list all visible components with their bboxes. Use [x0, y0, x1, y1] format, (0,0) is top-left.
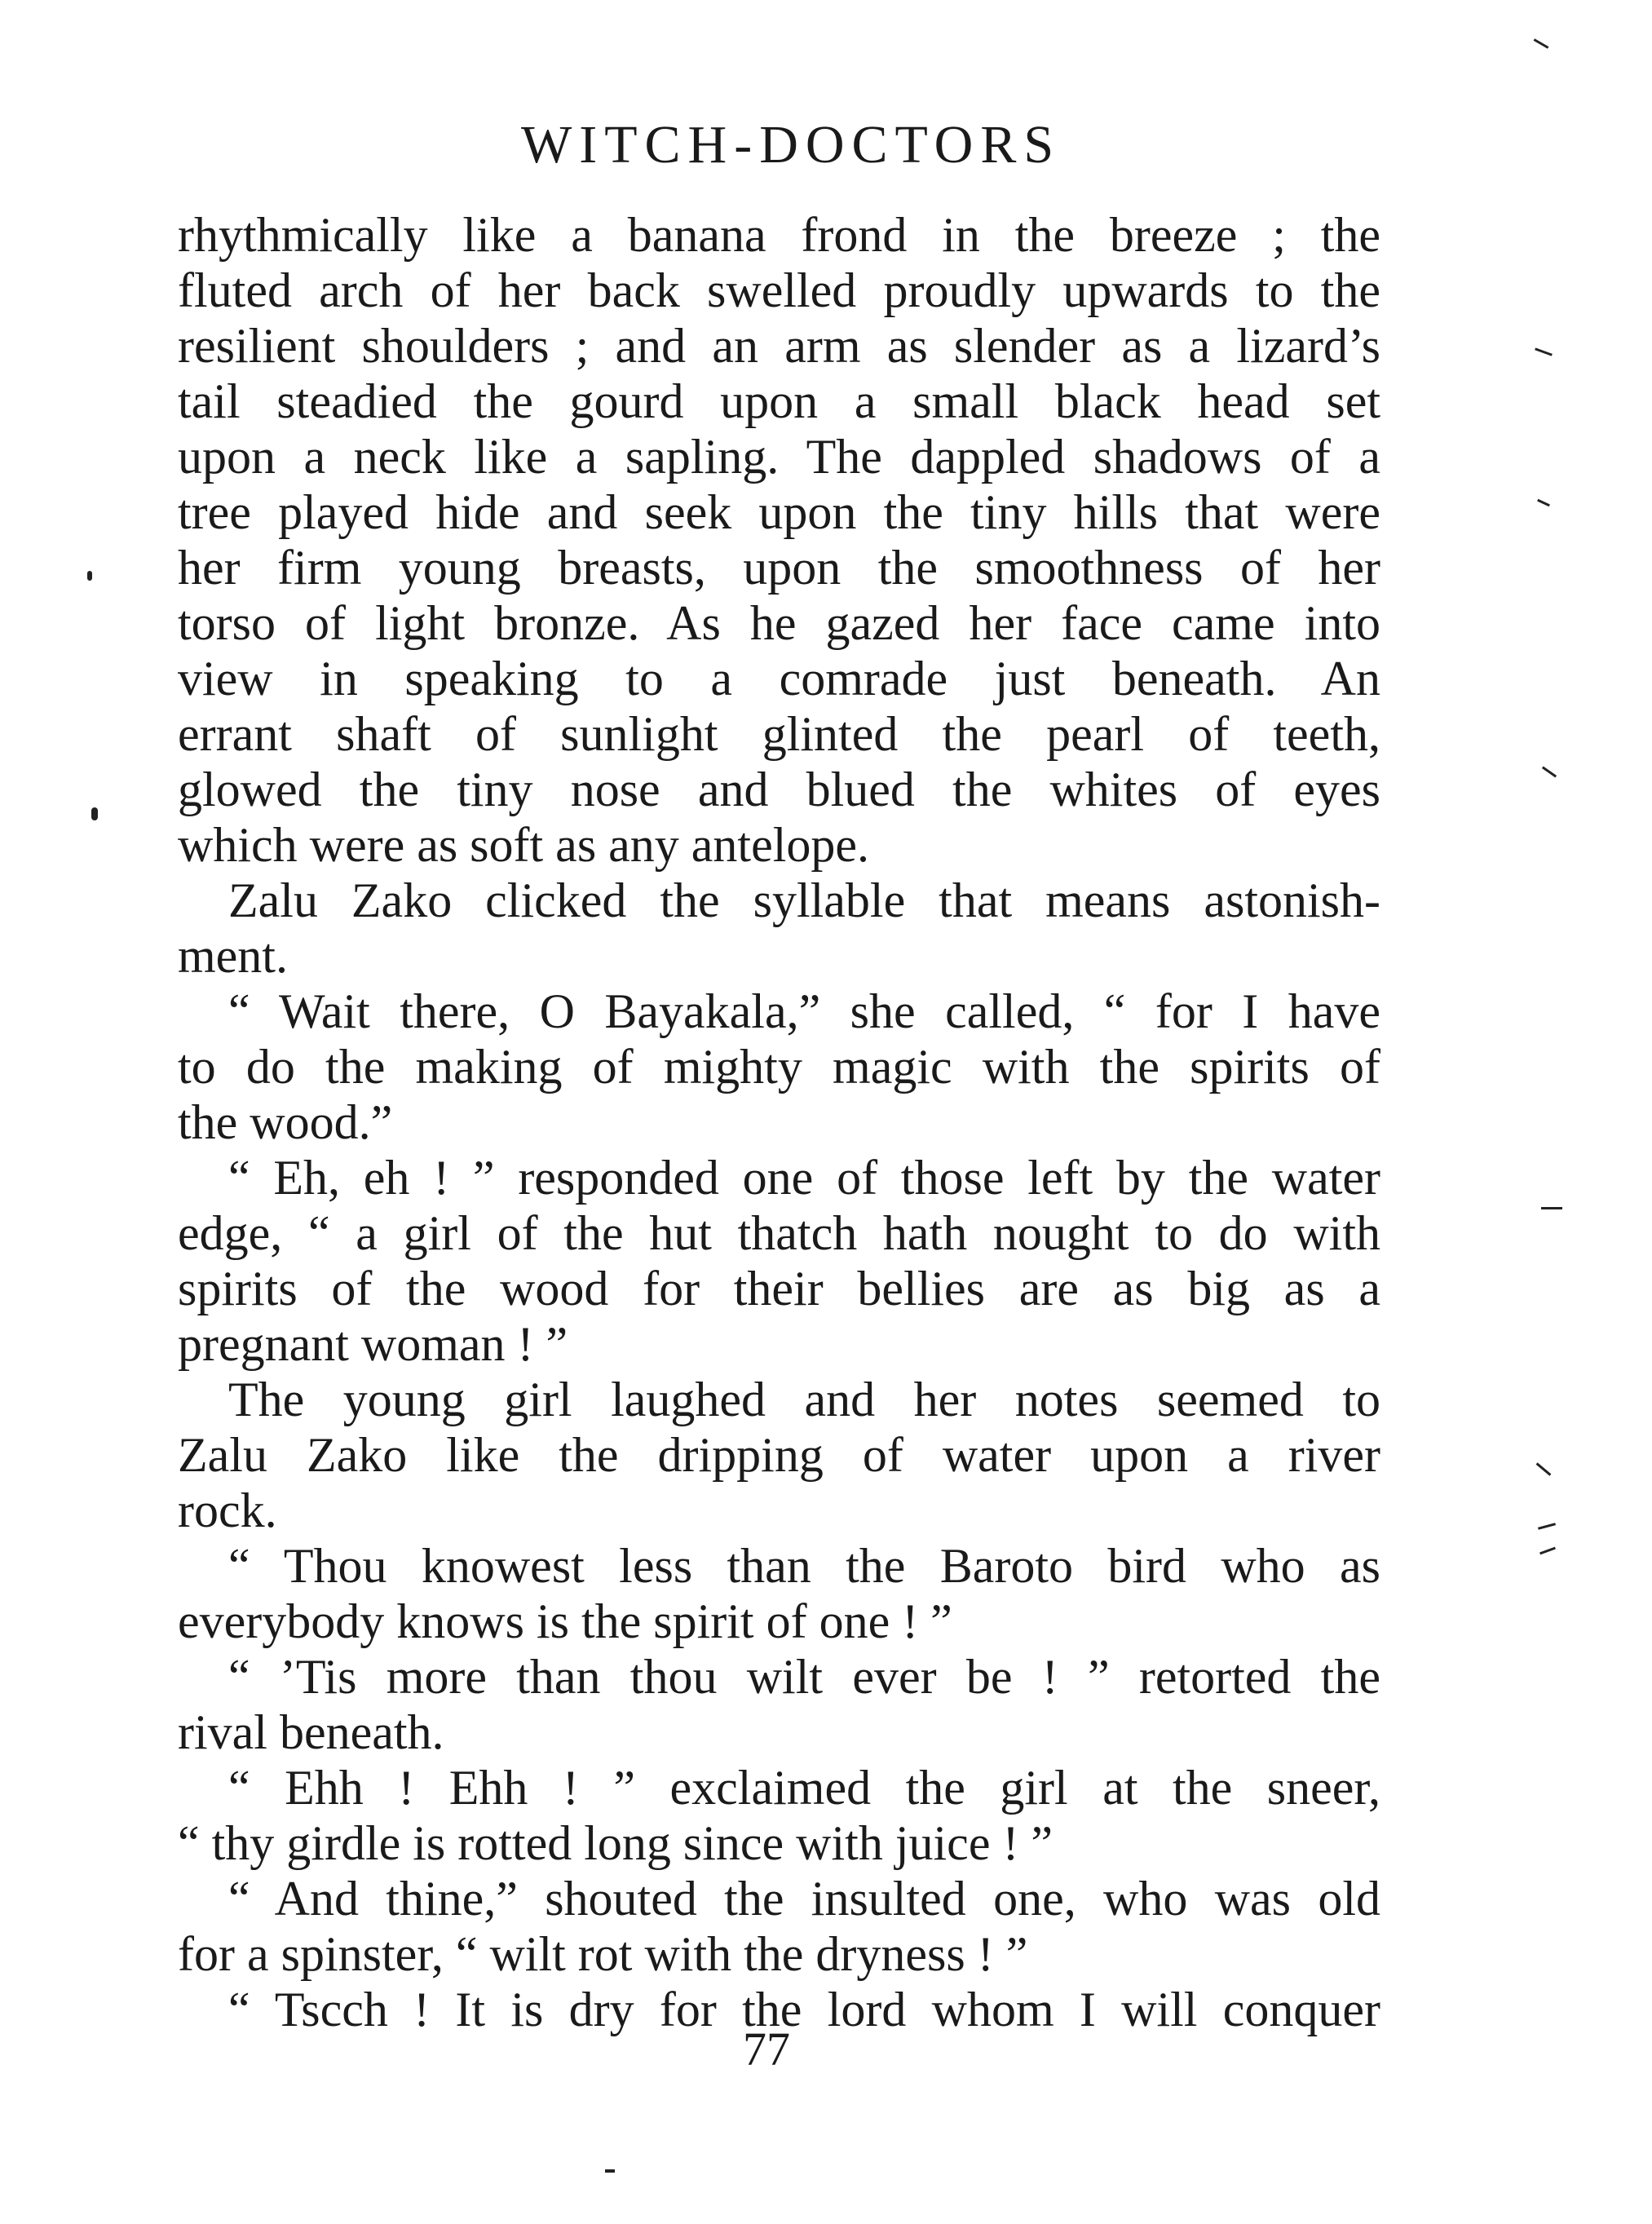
text-line: The young girl laughed and her notes seemed to [228, 1373, 1380, 1426]
scan-speck [1539, 1547, 1556, 1555]
text-line: tail steadied the gourd upon a small black head set [178, 374, 1380, 428]
text-line: glowed the tiny nose and blued the whites of eyes [178, 763, 1380, 816]
scan-speck [1542, 767, 1557, 778]
text-line: edge, “ a girl of the hut thatch hath nought to do with [178, 1206, 1380, 1260]
text-line: “ ’Tis more than thou wilt ever be ! ” retorted the [228, 1650, 1380, 1704]
text-line: errant shaft of sunlight glinted the pearl of teeth, [178, 707, 1380, 761]
scan-speck [1541, 1207, 1562, 1209]
text-line: spirits of the wood for their bellies are as big as a [178, 1262, 1380, 1315]
body-text [178, 207, 1380, 2037]
scan-speck [1534, 38, 1549, 49]
text-line: fluted arch of her back swelled proudly upwards to the [178, 263, 1380, 317]
text-line: tree played hide and seek upon the tiny hills that were [178, 485, 1380, 539]
running-title: WITCH-DOCTORS [520, 115, 1062, 175]
scan-speck [1535, 347, 1553, 356]
text-line: to do the making of mighty magic with the spirits of [178, 1040, 1380, 1094]
text-line: “ Ehh ! Ehh ! ” exclaimed the girl at the sneer, [228, 1761, 1380, 1815]
scan-speck [1537, 499, 1550, 506]
text-line: “ Thou knowest less than the Baroto bird who as [228, 1539, 1380, 1593]
scan-speck [605, 2169, 615, 2173]
text-line: for a spinster, “ wilt rot with the dryness ! ” [178, 1927, 1028, 1981]
text-line: pregnant woman ! ” [178, 1317, 568, 1371]
page-number: 77 [743, 2023, 790, 2076]
text-line: her firm young breasts, upon the smoothness of her [178, 541, 1380, 595]
text-line: rock. [178, 1483, 277, 1537]
text-line: view in speaking to a comrade just beneath. An [178, 652, 1380, 705]
text-line: rhythmically like a banana frond in the breeze ; the [178, 208, 1380, 262]
text-line: resilient shoulders ; and an arm as slender as a lizard’s [178, 319, 1380, 373]
text-line: ment. [178, 929, 288, 983]
text-line: everybody knows is the spirit of one ! ” [178, 1594, 952, 1648]
text-line: Zalu Zako like the dripping of water upon a river [178, 1428, 1380, 1482]
text-line: “ thy girdle is rotted long since with juice ! ” [178, 1816, 1053, 1870]
scan-speck [1538, 1523, 1556, 1530]
scan-speck [87, 571, 92, 581]
scan-speck [1536, 1462, 1552, 1475]
text-line: “ Eh, eh ! ” responded one of those left by the water [228, 1151, 1380, 1205]
text-line: torso of light bronze. As he gazed her face came into [178, 596, 1380, 650]
text-line: which were as soft as any antelope. [178, 818, 870, 872]
text-line: the wood.” [178, 1095, 393, 1149]
text-line: Zalu Zako clicked the syllable that means astonish- [228, 873, 1380, 927]
text-line: upon a neck like a sapling. The dappled shadows of a [178, 430, 1380, 484]
text-line: “ Tscch ! It is dry for the lord whom I will conquer [228, 1983, 1380, 2036]
text-line: “ And thine,” shouted the insulted one, who was old [228, 1872, 1380, 1926]
text-line: rival beneath. [178, 1705, 444, 1759]
scan-speck [91, 807, 98, 820]
text-line: “ Wait there, O Bayakala,” she called, “ for I have [228, 984, 1380, 1038]
